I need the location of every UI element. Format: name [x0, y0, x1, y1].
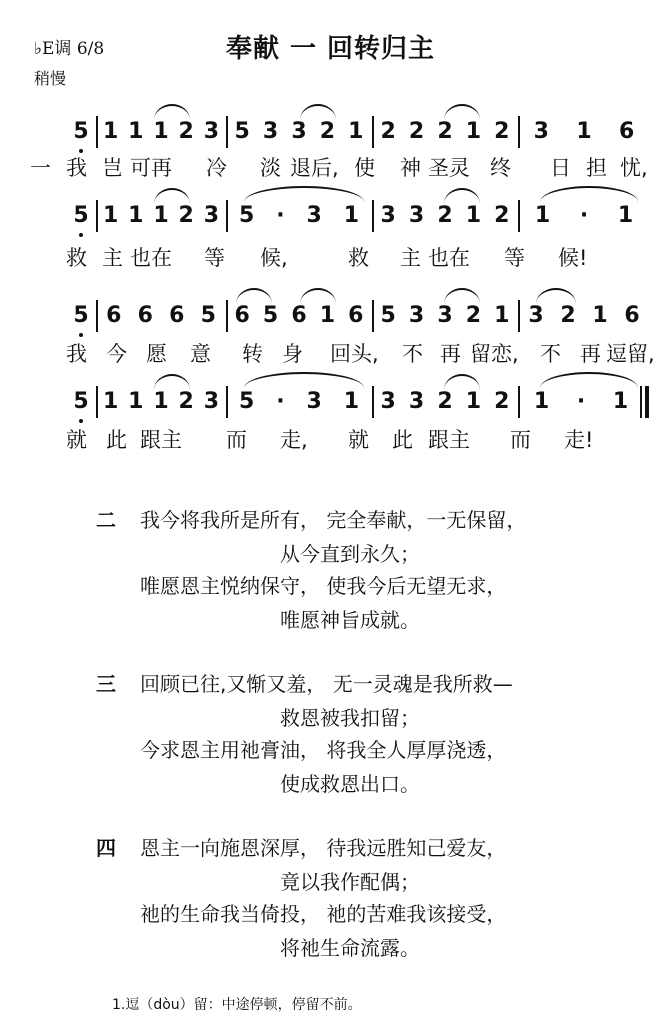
- verse-line: 从今直到永久；: [280, 542, 420, 566]
- lyric: 此: [106, 428, 127, 452]
- note: 6: [234, 303, 250, 328]
- lyric: 不: [540, 342, 561, 366]
- note: ·: [579, 203, 589, 228]
- note: 2: [178, 203, 194, 228]
- note: 1: [465, 389, 482, 414]
- lyric: 意: [190, 342, 211, 366]
- lyric: 转: [242, 342, 263, 366]
- note: 2: [319, 119, 336, 144]
- note: 3: [203, 389, 219, 414]
- footnote: 1.逗（dòu）留：中途停顿，停留不前。: [112, 997, 362, 1013]
- verse-number: 二: [96, 508, 116, 532]
- lyric-line-1: [30, 152, 655, 184]
- verse-line: 唯愿神旨成就。: [280, 608, 420, 632]
- bar: [228, 196, 370, 236]
- lyric: 不: [402, 342, 423, 366]
- lyric: 走,: [280, 428, 308, 452]
- note: 5: [380, 303, 396, 328]
- lyric: 就: [348, 428, 369, 452]
- lyric: 愿: [146, 342, 167, 366]
- note: 1: [102, 119, 119, 144]
- lyric: 再: [580, 342, 601, 366]
- lyric: 日: [550, 156, 571, 180]
- note: 3: [262, 119, 279, 144]
- verse-line: 今求恩主用祂膏油， 将我全人厚厚浇透，: [140, 738, 507, 762]
- note: 1: [494, 303, 510, 328]
- lyric: 身: [282, 342, 303, 366]
- lyric: 再: [440, 342, 461, 366]
- note: 1: [348, 119, 364, 144]
- note: 1: [128, 203, 144, 228]
- note: 3: [306, 203, 322, 228]
- note: 3: [203, 203, 219, 228]
- bar: [228, 112, 370, 152]
- note: 2: [380, 119, 396, 144]
- note: ·: [576, 389, 586, 414]
- lyric: 而: [226, 428, 247, 452]
- lyric: 逗留,: [606, 342, 655, 366]
- note: 2: [437, 119, 453, 144]
- note: 6: [291, 303, 307, 328]
- note: 5: [73, 203, 89, 228]
- pickup: [66, 196, 96, 236]
- lyric: 一: [30, 156, 51, 180]
- note: 3: [408, 389, 425, 414]
- lyric: 忧,: [620, 156, 648, 180]
- bar: [520, 382, 642, 422]
- note: 6: [624, 303, 640, 328]
- pickup: [66, 382, 96, 422]
- note: ·: [276, 389, 285, 414]
- note: 3: [528, 303, 544, 328]
- note: 3: [408, 303, 425, 328]
- note: 1: [153, 203, 169, 228]
- lyric: 救: [66, 246, 87, 270]
- music-line-3: [66, 296, 651, 336]
- note: 5: [73, 389, 89, 414]
- note: 3: [306, 389, 322, 414]
- lyric: 今: [106, 342, 127, 366]
- lyric: 就: [66, 428, 87, 452]
- lyric: 回头,: [330, 342, 379, 366]
- lyric: 淡: [260, 156, 281, 180]
- note: 5: [73, 119, 89, 144]
- note: 1: [102, 389, 119, 414]
- note: 5: [234, 119, 250, 144]
- lyric: 可再: [130, 156, 172, 180]
- lyric-line-3: [30, 338, 655, 370]
- bar: [228, 382, 370, 422]
- lyric: 神: [400, 156, 421, 180]
- note: 1: [128, 389, 144, 414]
- note: 2: [437, 203, 453, 228]
- lyric: 主: [102, 246, 123, 270]
- note: 2: [494, 119, 510, 144]
- lyric: 救: [348, 246, 369, 270]
- note: 5: [73, 303, 89, 328]
- note: 5: [238, 203, 255, 228]
- note: 3: [203, 119, 219, 144]
- note: 1: [343, 389, 360, 414]
- note: 1: [612, 389, 629, 414]
- lyric: 等: [504, 246, 525, 270]
- song-title: 奉献 一 回转归主: [225, 34, 436, 64]
- lyric: 候!: [558, 246, 588, 270]
- lyric: 我: [66, 342, 87, 366]
- note: 1: [343, 203, 360, 228]
- note: 6: [137, 303, 153, 328]
- bar: [520, 196, 648, 236]
- note: 1: [533, 389, 550, 414]
- lyric: 岂: [102, 156, 123, 180]
- note: 3: [533, 119, 549, 144]
- lyric-line-4: [30, 424, 655, 456]
- verse-line: 唯愿恩主悦纳保守， 使我今后无望无求，: [140, 574, 507, 598]
- note: 2: [178, 389, 194, 414]
- note: 2: [437, 389, 453, 414]
- lyric: 候,: [260, 246, 288, 270]
- note: 3: [291, 119, 307, 144]
- pickup: [66, 296, 96, 336]
- note: 2: [465, 303, 482, 328]
- lyric: 而: [510, 428, 531, 452]
- note: 1: [128, 119, 144, 144]
- note: 1: [319, 303, 336, 328]
- note: 1: [465, 119, 482, 144]
- verse-line: 回顾已往,又惭又羞， 无一灵魂是我所救—: [140, 672, 513, 696]
- note: ·: [276, 203, 285, 228]
- note: 5: [262, 303, 279, 328]
- bar: [520, 112, 648, 152]
- verse-line: 恩主一向施恩深厚， 待我远胜知己爱友，: [140, 836, 507, 860]
- lyric: 终: [490, 156, 511, 180]
- pickup: [66, 112, 96, 152]
- note: 3: [380, 203, 396, 228]
- lyric: 我: [66, 156, 87, 180]
- verse-line: 我今将我所是所有， 完全奉献，一无保留，: [140, 508, 527, 532]
- bar: [98, 296, 224, 336]
- verse-number: 四: [96, 836, 116, 860]
- lyric-line-2: [30, 242, 655, 274]
- lyric: 跟主: [140, 428, 182, 452]
- note: 1: [534, 203, 551, 228]
- note: 6: [348, 303, 364, 328]
- music-line-1: [66, 112, 651, 152]
- note: 1: [153, 389, 169, 414]
- verse-line: 祂的生命我当倚投， 祂的苦难我该接受，: [140, 902, 507, 926]
- note: 1: [576, 119, 592, 144]
- note: 3: [380, 389, 396, 414]
- verse-line: 使成救恩出口。: [280, 772, 420, 796]
- key-signature: ♭E调 6/8: [34, 39, 105, 59]
- note: 6: [618, 119, 635, 144]
- note: 5: [200, 303, 216, 328]
- lyric: 冷: [206, 156, 227, 180]
- note: 2: [408, 119, 425, 144]
- lyric: 使: [354, 156, 375, 180]
- note: 3: [437, 303, 453, 328]
- lyric: 退后,: [290, 156, 339, 180]
- lyric: 此: [392, 428, 413, 452]
- note: 2: [494, 389, 510, 414]
- lyric: 跟主: [428, 428, 470, 452]
- note: 1: [592, 303, 608, 328]
- verse-line: 竟以我作配偶；: [280, 870, 420, 894]
- note: 2: [560, 303, 576, 328]
- lyric: 留恋,: [470, 342, 519, 366]
- lyric: 走!: [564, 428, 594, 452]
- lyric: 担: [586, 156, 607, 180]
- music-line-2: [66, 196, 651, 236]
- note: 6: [106, 303, 122, 328]
- music-line-4: [66, 382, 651, 422]
- lyric: 主: [400, 246, 421, 270]
- lyric: 也在: [428, 246, 470, 270]
- lyric: 等: [204, 246, 225, 270]
- lyric: 也在: [130, 246, 172, 270]
- verse-number: 三: [96, 672, 116, 696]
- note: 1: [102, 203, 119, 228]
- note: 2: [494, 203, 510, 228]
- note: 3: [408, 203, 425, 228]
- note: 5: [238, 389, 255, 414]
- note: 2: [178, 119, 194, 144]
- note: 1: [465, 203, 482, 228]
- verse-line: 救恩被我扣留；: [280, 706, 420, 730]
- tempo-marking: 稍慢: [34, 69, 67, 88]
- lyric: 圣灵: [428, 156, 470, 180]
- note: 6: [169, 303, 185, 328]
- note: 1: [153, 119, 169, 144]
- verse-line: 将祂生命流露。: [280, 936, 420, 960]
- note: 1: [617, 203, 634, 228]
